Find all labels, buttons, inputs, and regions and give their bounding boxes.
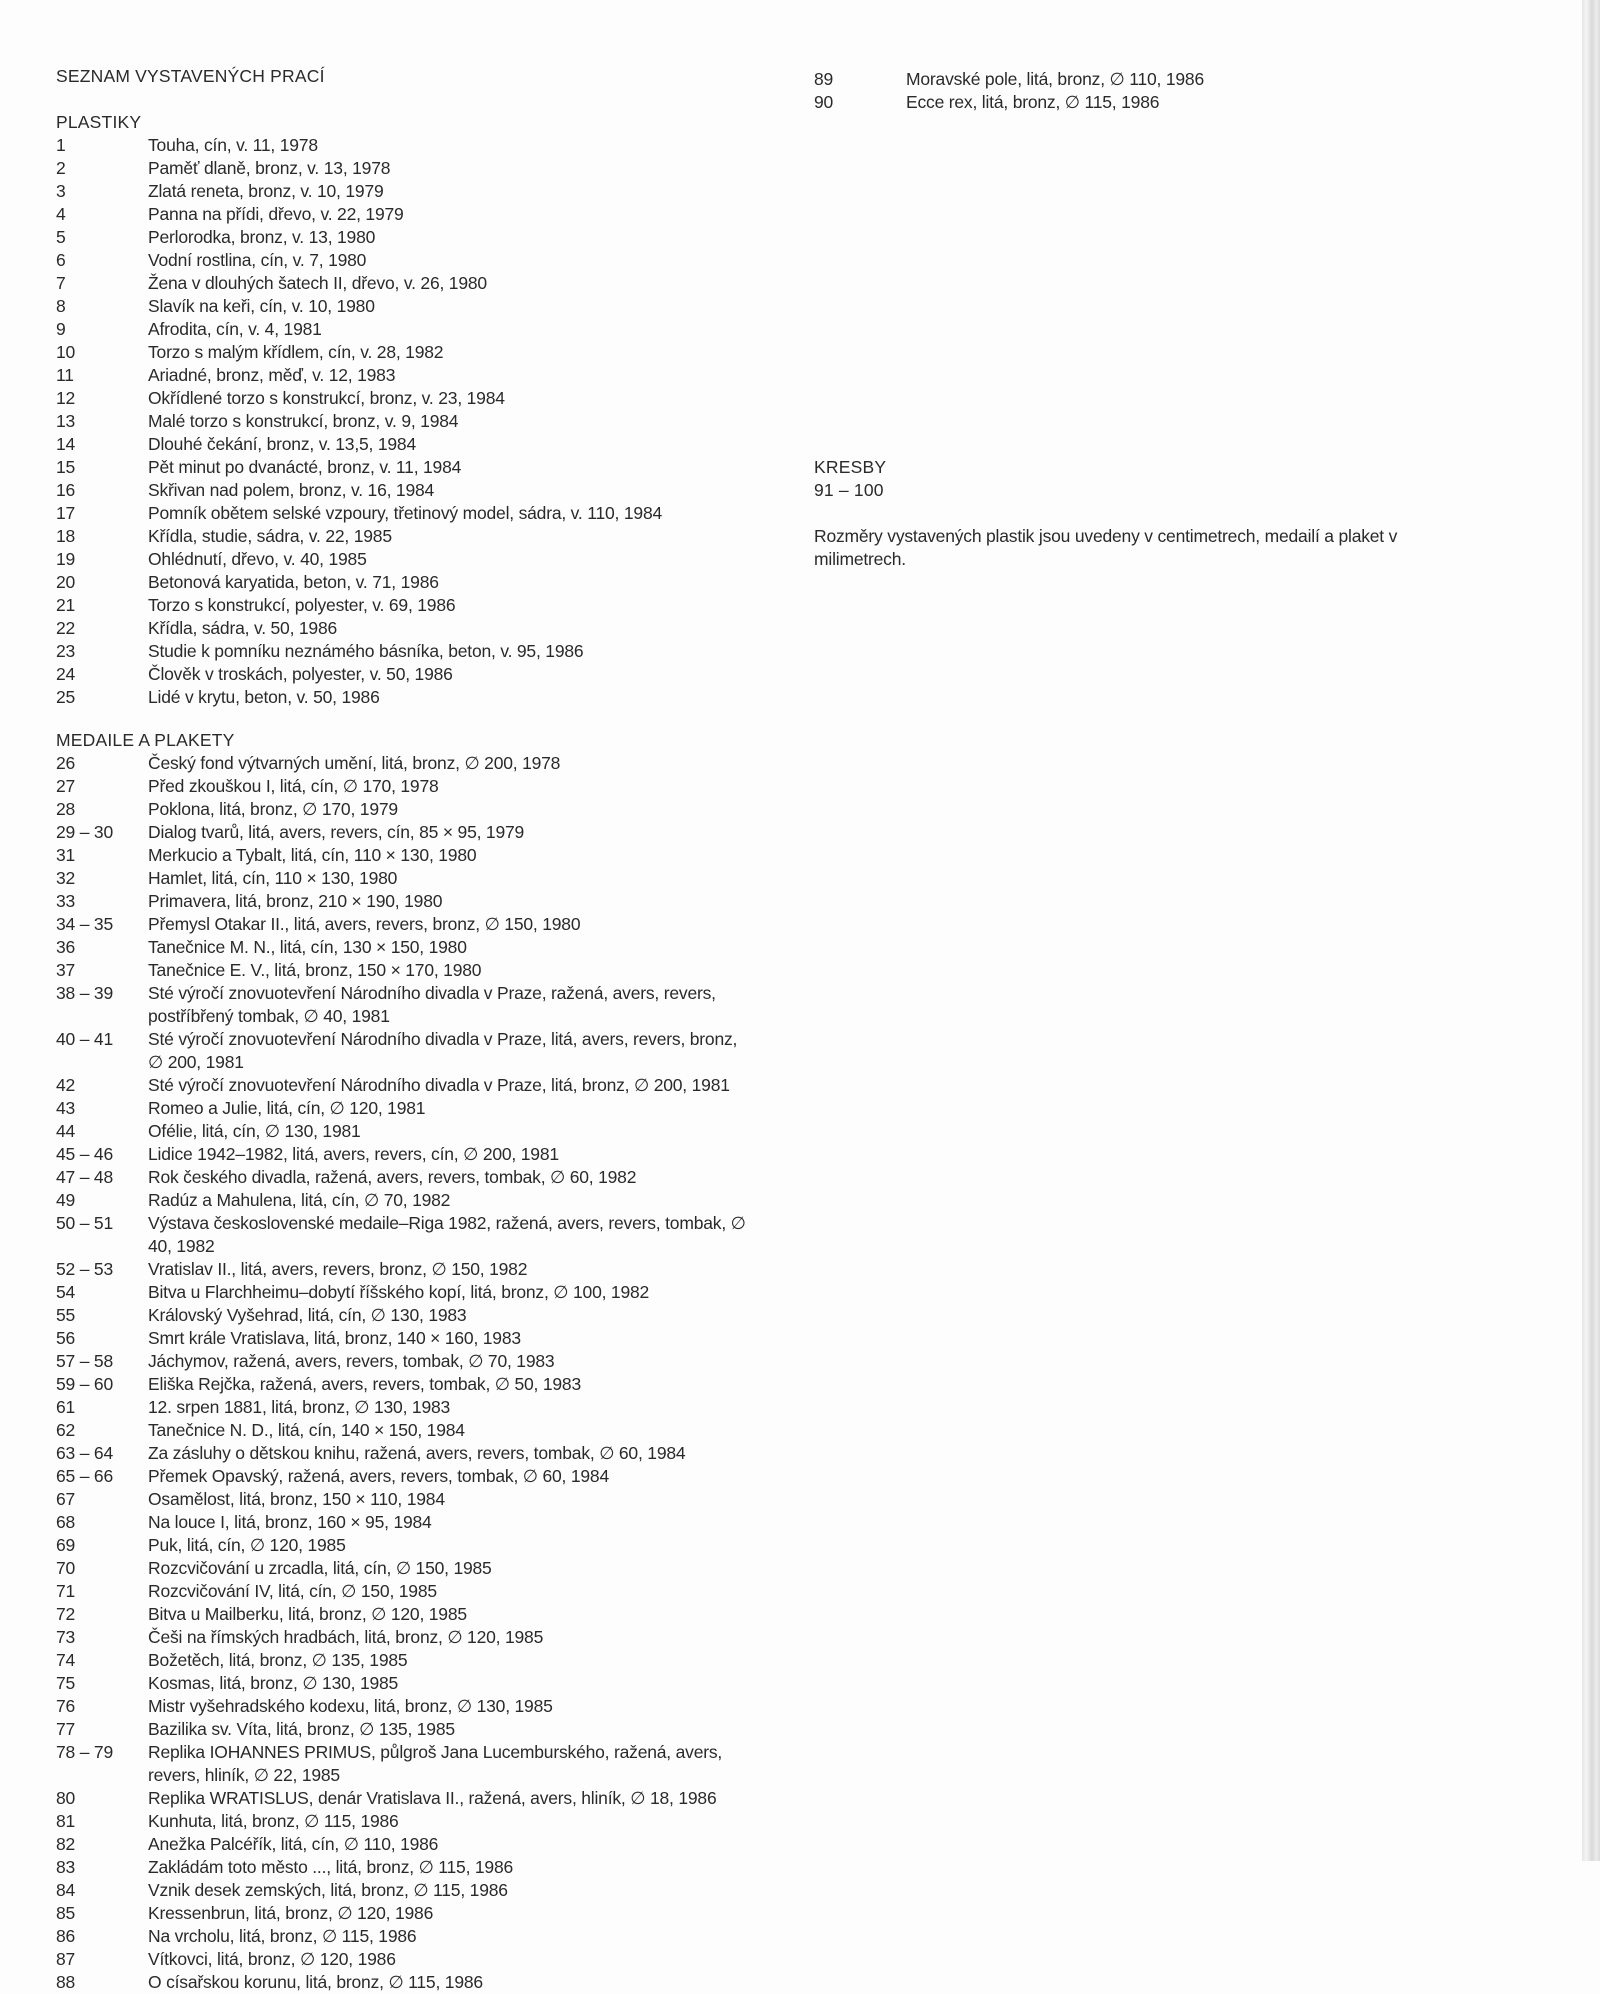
item-text: Božetěch, litá, bronz, ∅ 135, 1985 <box>148 1650 408 1670</box>
item-number: 70 <box>56 1558 76 1578</box>
item-number: 47 – 48 <box>56 1167 113 1187</box>
item-text: Ariadné, bronz, měď, v. 12, 1983 <box>148 365 396 385</box>
item-text: Výstava československé medaile–Riga 1982, ražená, avers, revers, tombak, ∅ 40, 1982 <box>148 1213 746 1256</box>
item-text: Radúz a Mahulena, litá, cín, ∅ 70, 1982 <box>148 1190 451 1210</box>
list-item <box>56 867 756 890</box>
item-text: Rok českého divadla, ražená, avers, revers, tombak, ∅ 60, 1982 <box>148 1167 637 1187</box>
item-number: 43 <box>56 1098 76 1118</box>
item-number: 78 – 79 <box>56 1742 113 1762</box>
item-number: 27 <box>56 776 76 796</box>
item-number: 28 <box>56 799 76 819</box>
list-item <box>56 1097 756 1120</box>
item-text: Sté výročí znovuotevření Národního divadla v Praze, ražená, avers, revers, postříbřený tombak, ∅ 40, 1981 <box>148 983 716 1026</box>
item-text: Vznik desek zemských, litá, bronz, ∅ 115, 1986 <box>148 1880 508 1900</box>
item-number: 38 – 39 <box>56 983 113 1003</box>
item-number: 13 <box>56 411 76 431</box>
list-item <box>56 1879 756 1902</box>
item-number: 4 <box>56 204 66 224</box>
item-text: Křídla, studie, sádra, v. 22, 1985 <box>148 526 392 546</box>
item-text: Sté výročí znovuotevření Národního divadla v Praze, litá, bronz, ∅ 200, 1981 <box>148 1075 730 1095</box>
list-item <box>56 1833 756 1856</box>
item-number: 90 <box>814 92 834 112</box>
item-number: 71 <box>56 1581 76 1601</box>
item-text: Romeo a Julie, litá, cín, ∅ 120, 1981 <box>148 1098 426 1118</box>
list-item <box>56 1902 756 1925</box>
item-text: Na louce I, litá, bronz, 160 × 95, 1984 <box>148 1512 432 1532</box>
item-number: 57 – 58 <box>56 1351 113 1371</box>
item-number: 33 <box>56 891 76 911</box>
item-number: 84 <box>56 1880 76 1900</box>
list-item <box>56 1120 756 1143</box>
item-number: 18 <box>56 526 76 546</box>
item-text: Torzo s konstrukcí, polyester, v. 69, 1986 <box>148 595 456 615</box>
item-number: 73 <box>56 1627 76 1647</box>
list-item <box>56 249 756 272</box>
list-item <box>56 1718 756 1741</box>
item-number: 89 <box>814 69 834 89</box>
list-item <box>56 982 756 1028</box>
item-number: 87 <box>56 1949 76 1969</box>
item-text: Okřídlené torzo s konstrukcí, bronz, v. 23, 1984 <box>148 388 505 408</box>
list-item <box>56 1534 756 1557</box>
item-text: Ecce rex, litá, bronz, ∅ 115, 1986 <box>906 92 1160 112</box>
item-text: Vítkovci, litá, bronz, ∅ 120, 1986 <box>148 1949 396 1969</box>
item-number: 72 <box>56 1604 76 1624</box>
item-number: 45 – 46 <box>56 1144 113 1164</box>
item-text: Vodní rostlina, cín, v. 7, 1980 <box>148 250 367 270</box>
item-text: Ohlédnutí, dřevo, v. 40, 1985 <box>148 549 367 569</box>
item-number: 49 <box>56 1190 76 1210</box>
item-number: 1 <box>56 135 66 155</box>
item-text: Bitva u Mailberku, litá, bronz, ∅ 120, 1985 <box>148 1604 467 1624</box>
item-number: 34 – 35 <box>56 914 113 934</box>
list-item <box>56 594 756 617</box>
section-heading-kresby: KRESBY <box>814 457 887 477</box>
item-text: Poklona, litá, bronz, ∅ 170, 1979 <box>148 799 398 819</box>
item-text: Přemek Opavský, ražená, avers, revers, tombak, ∅ 60, 1984 <box>148 1466 609 1486</box>
list-item <box>56 1948 756 1971</box>
item-text: Tanečnice N. D., litá, cín, 140 × 150, 1984 <box>148 1420 465 1440</box>
list-item <box>56 798 756 821</box>
list-item <box>56 1511 756 1534</box>
item-text: Touha, cín, v. 11, 1978 <box>148 135 318 155</box>
item-text: Lidé v krytu, beton, v. 50, 1986 <box>148 687 380 707</box>
list-item <box>56 1580 756 1603</box>
item-number: 36 <box>56 937 76 957</box>
list-item <box>56 364 756 387</box>
item-text: Merkucio a Tybalt, litá, cín, 110 × 130, 1980 <box>148 845 477 865</box>
list-item <box>56 1741 756 1787</box>
item-number: 62 <box>56 1420 76 1440</box>
list-item <box>56 1304 756 1327</box>
list-item <box>56 1189 756 1212</box>
item-text: Před zkouškou I, litá, cín, ∅ 170, 1978 <box>148 776 439 796</box>
item-text: Křídla, sádra, v. 50, 1986 <box>148 618 338 638</box>
item-text: Sté výročí znovuotevření Národního divadla v Praze, litá, avers, revers, bronz, ∅ 200, 1981 <box>148 1029 738 1072</box>
item-text: Tanečnice M. N., litá, cín, 130 × 150, 1980 <box>148 937 467 957</box>
item-number: 8 <box>56 296 66 316</box>
item-text: Pomník obětem selské vzpoury, třetinový model, sádra, v. 110, 1984 <box>148 503 663 523</box>
item-number: 52 – 53 <box>56 1259 113 1279</box>
list-item <box>56 1419 756 1442</box>
list-item <box>56 318 756 341</box>
list-item <box>56 1350 756 1373</box>
item-number: 31 <box>56 845 76 865</box>
item-text: Za zásluhy o dětskou knihu, ražená, avers, revers, tombak, ∅ 60, 1984 <box>148 1443 686 1463</box>
list-item <box>56 571 756 594</box>
dimensions-note: Rozměry vystavených plastik jsou uvedeny v centimetrech, medailí a plaket v milimetrech. <box>814 526 1398 569</box>
item-text: Torzo s malým křídlem, cín, v. 28, 1982 <box>148 342 444 362</box>
item-text: Kosmas, litá, bronz, ∅ 130, 1985 <box>148 1673 399 1693</box>
item-text: Anežka Palcéřík, litá, cín, ∅ 110, 1986 <box>148 1834 439 1854</box>
item-text: Přemysl Otakar II., litá, avers, revers, bronz, ∅ 150, 1980 <box>148 914 581 934</box>
item-text: Smrt krále Vratislava, litá, bronz, 140 × 160, 1983 <box>148 1328 521 1348</box>
item-number: 85 <box>56 1903 76 1923</box>
item-text: Ofélie, litá, cín, ∅ 130, 1981 <box>148 1121 361 1141</box>
item-text: Vratislav II., litá, avers, revers, bronz, ∅ 150, 1982 <box>148 1259 528 1279</box>
item-number: 68 <box>56 1512 76 1532</box>
item-number: 86 <box>56 1926 76 1946</box>
item-number: 24 <box>56 664 76 684</box>
list-item <box>56 1626 756 1649</box>
item-text: Replika WRATISLUS, denár Vratislava II., ražená, avers, hliník, ∅ 18, 1986 <box>148 1788 717 1808</box>
item-text: Afrodita, cín, v. 4, 1981 <box>148 319 322 339</box>
item-text: Lidice 1942–1982, litá, avers, revers, cín, ∅ 200, 1981 <box>148 1144 559 1164</box>
list-item <box>56 821 756 844</box>
list-item <box>56 180 756 203</box>
list-item <box>56 1396 756 1419</box>
item-number: 75 <box>56 1673 76 1693</box>
list-item <box>56 272 756 295</box>
item-text: Jáchymov, ražená, avers, revers, tombak, ∅ 70, 1983 <box>148 1351 555 1371</box>
item-number: 5 <box>56 227 66 247</box>
item-text: Eliška Rejčka, ražená, avers, revers, tombak, ∅ 50, 1983 <box>148 1374 581 1394</box>
item-text: Moravské pole, litá, bronz, ∅ 110, 1986 <box>906 69 1204 89</box>
list-item <box>56 1649 756 1672</box>
list-item <box>56 134 756 157</box>
section-heading-plastiky: PLASTIKY <box>56 112 142 132</box>
item-number: 59 – 60 <box>56 1374 113 1394</box>
list-item <box>56 1166 756 1189</box>
item-number: 2 <box>56 158 66 178</box>
list-item <box>56 387 756 410</box>
list-item <box>814 68 1504 91</box>
item-text: Osamělost, litá, bronz, 150 × 110, 1984 <box>148 1489 445 1509</box>
item-text: Zakládám toto město ..., litá, bronz, ∅ 115, 1986 <box>148 1857 514 1877</box>
item-text: O císařskou korunu, litá, bronz, ∅ 115, 1986 <box>148 1972 483 1992</box>
item-text: Na vrcholu, litá, bronz, ∅ 115, 1986 <box>148 1926 417 1946</box>
item-text: Rozcvičování u zrcadla, litá, cín, ∅ 150, 1985 <box>148 1558 492 1578</box>
item-number: 37 <box>56 960 76 980</box>
section-heading-medaile: MEDAILE A PLAKETY <box>56 730 235 750</box>
item-text: Bitva u Flarchheimu–dobytí říšského kopí, litá, bronz, ∅ 100, 1982 <box>148 1282 650 1302</box>
list-item <box>56 1787 756 1810</box>
item-text: Dlouhé čekání, bronz, v. 13,5, 1984 <box>148 434 416 454</box>
item-number: 25 <box>56 687 76 707</box>
kresby-range: 91 – 100 <box>814 480 884 500</box>
item-number: 81 <box>56 1811 76 1831</box>
item-number: 21 <box>56 595 76 615</box>
plastiky-list <box>56 134 756 709</box>
list-item <box>56 1810 756 1833</box>
item-number: 19 <box>56 549 76 569</box>
item-text: Žena v dlouhých šatech II, dřevo, v. 26, 1980 <box>148 273 487 293</box>
item-text: Člověk v troskách, polyester, v. 50, 1986 <box>148 664 453 684</box>
list-item <box>56 203 756 226</box>
list-item <box>56 1672 756 1695</box>
item-number: 17 <box>56 503 76 523</box>
item-text: Český fond výtvarných umění, litá, bronz, ∅ 200, 1978 <box>148 753 561 773</box>
list-item <box>56 1856 756 1879</box>
list-item <box>56 1028 756 1074</box>
item-number: 74 <box>56 1650 76 1670</box>
item-number: 14 <box>56 434 76 454</box>
item-text: Rozcvičování IV, litá, cín, ∅ 150, 1985 <box>148 1581 437 1601</box>
item-text: Slavík na keři, cín, v. 10, 1980 <box>148 296 375 316</box>
item-number: 77 <box>56 1719 76 1739</box>
item-number: 61 <box>56 1397 76 1417</box>
item-number: 23 <box>56 641 76 661</box>
item-number: 20 <box>56 572 76 592</box>
list-item <box>56 456 756 479</box>
item-number: 26 <box>56 753 76 773</box>
item-text: Královský Vyšehrad, litá, cín, ∅ 130, 1983 <box>148 1305 467 1325</box>
list-item <box>56 1695 756 1718</box>
item-number: 15 <box>56 457 76 477</box>
list-item <box>56 1442 756 1465</box>
item-number: 63 – 64 <box>56 1443 113 1463</box>
item-text: Paměť dlaně, bronz, v. 13, 1978 <box>148 158 391 178</box>
item-text: Hamlet, litá, cín, 110 × 130, 1980 <box>148 868 398 888</box>
list-item <box>56 410 756 433</box>
item-text: Kunhuta, litá, bronz, ∅ 115, 1986 <box>148 1811 399 1831</box>
item-number: 40 – 41 <box>56 1029 113 1049</box>
list-item <box>56 752 756 775</box>
list-item <box>56 548 756 571</box>
item-number: 76 <box>56 1696 76 1716</box>
item-number: 88 <box>56 1972 76 1992</box>
item-number: 54 <box>56 1282 76 1302</box>
list-item <box>56 1557 756 1580</box>
page-edge <box>1582 0 1600 1861</box>
item-text: Studie k pomníku neznámého básníka, beton, v. 95, 1986 <box>148 641 584 661</box>
item-text: Zlatá reneta, bronz, v. 10, 1979 <box>148 181 384 201</box>
item-number: 6 <box>56 250 66 270</box>
item-number: 7 <box>56 273 66 293</box>
item-text: Skřivan nad polem, bronz, v. 16, 1984 <box>148 480 435 500</box>
list-item <box>56 295 756 318</box>
list-item <box>56 1281 756 1304</box>
list-item <box>56 617 756 640</box>
list-item <box>56 1327 756 1350</box>
list-item <box>56 1971 756 1994</box>
list-item <box>56 936 756 959</box>
item-text: Bazilika sv. Víta, litá, bronz, ∅ 135, 1985 <box>148 1719 455 1739</box>
item-number: 67 <box>56 1489 76 1509</box>
item-number: 82 <box>56 1834 76 1854</box>
item-text: Betonová karyatida, beton, v. 71, 1986 <box>148 572 439 592</box>
item-text: Malé torzo s konstrukcí, bronz, v. 9, 1984 <box>148 411 459 431</box>
list-item <box>814 91 1504 114</box>
item-text: Panna na přídi, dřevo, v. 22, 1979 <box>148 204 404 224</box>
item-number: 11 <box>56 365 74 385</box>
item-text: Mistr vyšehradského kodexu, litá, bronz, ∅ 130, 1985 <box>148 1696 553 1716</box>
list-item <box>56 341 756 364</box>
list-item <box>56 1603 756 1626</box>
list-item <box>56 1925 756 1948</box>
item-number: 65 – 66 <box>56 1466 113 1486</box>
list-item <box>56 775 756 798</box>
item-number: 22 <box>56 618 76 638</box>
item-text: Dialog tvarů, litá, avers, revers, cín, 85 × 95, 1979 <box>148 822 525 842</box>
item-text: Pět minut po dvanácté, bronz, v. 11, 1984 <box>148 457 462 477</box>
list-item <box>56 226 756 249</box>
list-item <box>56 525 756 548</box>
list-item <box>56 640 756 663</box>
item-text: Kressenbrun, litá, bronz, ∅ 120, 1986 <box>148 1903 434 1923</box>
item-text: Primavera, litá, bronz, 210 × 190, 1980 <box>148 891 443 911</box>
item-text: Puk, litá, cín, ∅ 120, 1985 <box>148 1535 346 1555</box>
item-text: Perlorodka, bronz, v. 13, 1980 <box>148 227 376 247</box>
item-text: Tanečnice E. V., litá, bronz, 150 × 170, 1980 <box>148 960 482 980</box>
item-number: 12 <box>56 388 76 408</box>
list-item <box>56 1465 756 1488</box>
list-item <box>56 663 756 686</box>
item-text: Češi na římských hradbách, litá, bronz, ∅ 120, 1985 <box>148 1627 544 1647</box>
item-number: 16 <box>56 480 76 500</box>
list-item <box>56 959 756 982</box>
item-text: Replika IOHANNES PRIMUS, půlgroš Jana Lucemburského, ražená, avers, revers, hliník, ∅ 22, 1985 <box>148 1742 723 1785</box>
list-item <box>56 1212 756 1258</box>
item-number: 42 <box>56 1075 76 1095</box>
item-number: 44 <box>56 1121 76 1141</box>
item-number: 50 – 51 <box>56 1213 113 1233</box>
item-number: 80 <box>56 1788 76 1808</box>
list-item <box>56 433 756 456</box>
item-number: 32 <box>56 868 76 888</box>
list-item <box>56 479 756 502</box>
list-item <box>56 890 756 913</box>
medaile-list-right <box>814 68 1504 114</box>
list-item <box>56 1143 756 1166</box>
medaile-list-left <box>56 752 756 1994</box>
item-number: 69 <box>56 1535 76 1555</box>
item-number: 29 – 30 <box>56 822 113 842</box>
item-number: 10 <box>56 342 76 362</box>
list-item <box>56 913 756 936</box>
list-item <box>56 1258 756 1281</box>
list-item <box>56 1074 756 1097</box>
list-item <box>56 844 756 867</box>
item-text: 12. srpen 1881, litá, bronz, ∅ 130, 1983 <box>148 1397 451 1417</box>
list-item <box>56 502 756 525</box>
list-item <box>56 1373 756 1396</box>
list-item <box>56 686 756 709</box>
item-number: 56 <box>56 1328 76 1348</box>
item-number: 9 <box>56 319 66 339</box>
list-item <box>56 157 756 180</box>
page-title: SEZNAM VYSTAVENÝCH PRACÍ <box>56 66 325 86</box>
item-number: 55 <box>56 1305 76 1325</box>
list-item <box>56 1488 756 1511</box>
item-number: 83 <box>56 1857 76 1877</box>
item-number: 3 <box>56 181 66 201</box>
